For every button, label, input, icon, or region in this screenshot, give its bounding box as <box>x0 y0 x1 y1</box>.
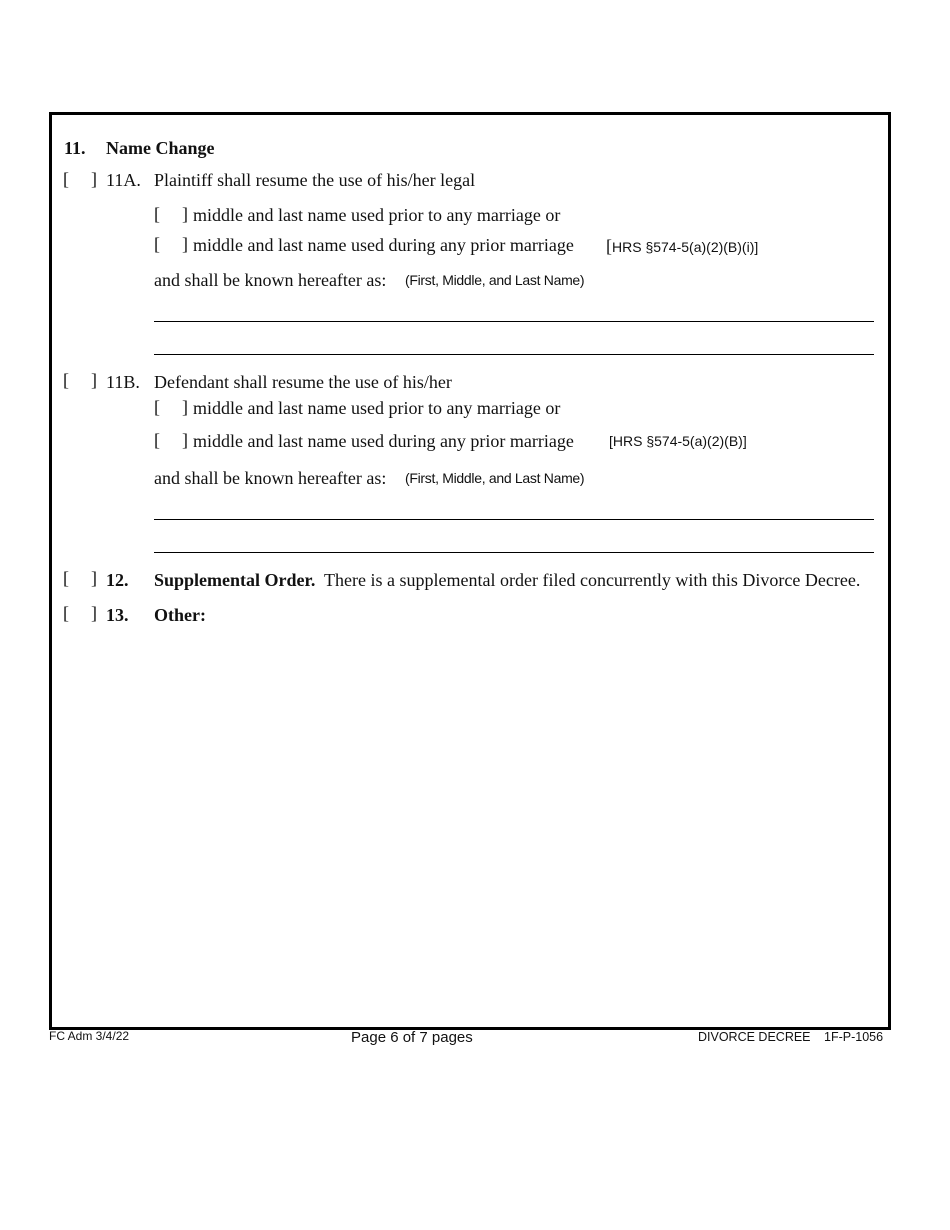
footer-doc-title: DIVORCE DECREE <box>698 1030 811 1044</box>
section-12-title: Supplemental Order. <box>154 570 316 590</box>
checkbox-open-bracket: [ <box>154 397 160 417</box>
checkbox-close-bracket: ] <box>182 204 188 224</box>
item-11a-known-as: and shall be known hereafter as: <box>154 270 387 290</box>
checkbox-open-bracket: [ <box>154 430 160 450</box>
item-11b-option1: middle and last name used prior to any marriage or <box>193 398 561 418</box>
checkbox-close-bracket: ] <box>91 370 97 390</box>
item-11b-citation: [HRS §574-5(a)(2)(B)] <box>609 433 747 449</box>
section-11-title: Name Change <box>106 138 215 158</box>
section-11-number: 11. <box>64 138 86 158</box>
item-11a-label: 11A. <box>106 170 141 190</box>
other-text-area[interactable] <box>154 630 874 1010</box>
footer-page-number: Page 6 of 7 pages <box>351 1029 473 1046</box>
footer-form-id: FC Adm 3/4/22 <box>49 1029 130 1043</box>
citation-text: HRS §574-5(a)(2)(B)(i)] <box>612 239 759 255</box>
section-12-number: 12. <box>106 570 129 590</box>
name-line-11b-1[interactable] <box>154 519 874 520</box>
checkbox-close-bracket: ] <box>91 568 97 588</box>
checkbox-close-bracket: ] <box>91 603 97 623</box>
checkbox-close-bracket: ] <box>91 169 97 189</box>
footer-doc-code: 1F-P-1056 <box>824 1030 884 1044</box>
checkbox-open-bracket: [ <box>154 234 160 254</box>
checkbox-close-bracket: ] <box>182 430 188 450</box>
checkbox-open-bracket: [ <box>63 370 69 390</box>
item-11b-option2: middle and last name used during any prior marriage <box>193 431 574 451</box>
name-line-11a-2[interactable] <box>154 354 874 355</box>
item-11b-label: 11B. <box>106 372 140 392</box>
item-11a-option1: middle and last name used prior to any marriage or <box>193 205 561 225</box>
section-12-text: There is a supplemental order filed concurrently with this Divorce Decree. <box>324 570 861 590</box>
item-11a-option2: middle and last name used during any prior marriage <box>193 235 574 255</box>
section-13-number: 13. <box>106 605 129 625</box>
checkbox-open-bracket: [ <box>63 603 69 623</box>
item-11a-citation: [HRS §574-5(a)(2)(B)(i)] <box>606 236 759 256</box>
name-line-11b-2[interactable] <box>154 552 874 553</box>
name-line-11a-1[interactable] <box>154 321 874 322</box>
checkbox-open-bracket: [ <box>154 204 160 224</box>
section-13-title: Other: <box>154 605 206 625</box>
checkbox-close-bracket: ] <box>182 397 188 417</box>
checkbox-open-bracket: [ <box>63 169 69 189</box>
section-12-body <box>154 570 860 590</box>
checkbox-open-bracket: [ <box>63 568 69 588</box>
checkbox-close-bracket: ] <box>182 234 188 254</box>
item-11b-text: Defendant shall resume the use of his/her <box>154 372 452 392</box>
item-11b-known-as-hint: (First, Middle, and Last Name) <box>405 470 585 486</box>
item-11b-known-as: and shall be known hereafter as: <box>154 468 387 488</box>
item-11a-known-as-hint: (First, Middle, and Last Name) <box>405 272 585 288</box>
item-11a-text: Plaintiff shall resume the use of his/her legal <box>154 170 476 190</box>
